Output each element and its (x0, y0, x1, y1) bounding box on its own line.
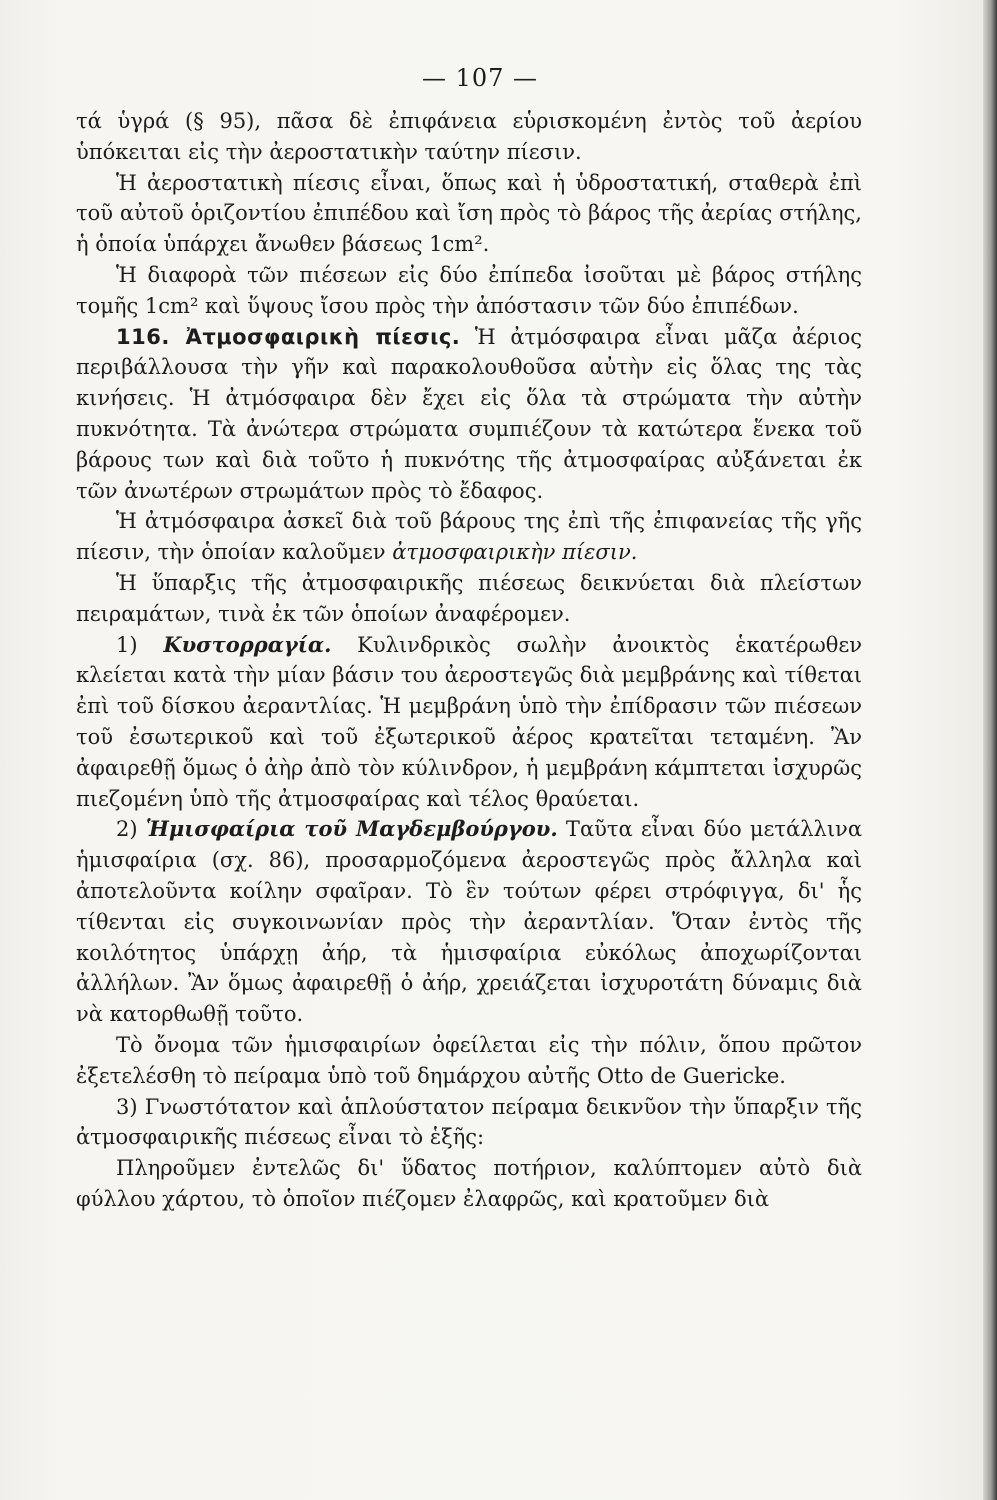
paragraph-5-term: ἀτμοσφαιρικὴν πίεσιν. (392, 540, 638, 565)
paragraph-10: 3) Γνωστότατον καὶ ἁπλούστατον πείραμα δεικνῦον τὴν ὕπαρξιν τῆς ἀτμοσφαιρικῆς πιέσεως εἶναι τὸ ἑξῆς: (76, 1094, 862, 1150)
experiment-1 (76, 630, 862, 815)
experiment-2 (76, 814, 862, 1030)
experiment-1-heading: Κυστορραγία. (163, 631, 332, 657)
body-text (76, 106, 862, 1215)
page-edge-shadow (983, 0, 997, 1500)
paragraph-1: τά ὑγρά (§ 95), πᾶσα δὲ ἐπιφάνεια εὑρισκομένη ἐντὸς τοῦ ἀερίου ὑπόκειται εἰς τὴν ἀεροστατικὴν ταύτην πίεσιν. (76, 109, 862, 164)
experiment-1-text: Κυλινδρικὸς σωλὴν ἀνοικτὸς ἑκατέρωθεν κλείεται κατὰ τὴν μίαν βάσιν του ἀεροστεγῶς διὰ μεμβράνης καὶ τίθεται ἐπὶ τοῦ δίσκου ἀεραντλίας. Ἡ μεμβράνη ὑπὸ τὴν ἐπίδρασιν τῶν πιέσεων τοῦ ἐσωτερικοῦ καὶ τοῦ ἐξωτερικοῦ ἀέρος κρατεῖται τεταμένη. Ἂν ἀφαιρεθῇ ὅμως ὁ ἀὴρ ἀπὸ τὸν κύλινδρον, ἡ μεμβράνη κάμπτεται ἰσχυρῶς πιεζομένη ὑπὸ τῆς ἀτμοσφαίρας καὶ τέλος θραύεται. (76, 632, 863, 811)
experiment-1-number: 1) (116, 632, 164, 657)
paragraph-11: Πληροῦμεν ἐντελῶς δι' ὕδατος ποτήριον, καλύπτομεν αὐτὸ διὰ φύλλου χάρτου, τὸ ὁποῖον πιέζομεν ἐλαφρῶς, καὶ κρατοῦμεν διὰ (76, 1156, 862, 1211)
paragraph-3: Ἡ διαφορὰ τῶν πιέσεων εἰς δύο ἐπίπεδα ἰσοῦται μὲ βάρος στήλης τομῆς 1cm² καὶ ὕψους ἴσου πρὸς τὴν ἀπόστασιν τῶν δύο ἐπιπέδων. (76, 262, 862, 318)
page-number: — 107 — (421, 64, 539, 92)
paragraph-5-text: Ἡ ἀτμόσφαιρα ἀσκεῖ διὰ τοῦ βάρους της ἐπὶ τῆς ἐπιφανείας τῆς γῆς πίεσιν, τὴν ὁποίαν καλοῦμεν (76, 509, 862, 565)
section-116-heading: 116. Ἀτμοσφαιρικὴ πίεσις. (116, 324, 461, 349)
paragraph-5 (76, 506, 862, 568)
paragraph-6: Ἡ ὕπαρξις τῆς ἀτμοσφαιρικῆς πιέσεως δεικνύεται διὰ πλείστων πειραμάτων, τινὰ ἐκ τῶν ὁποίων ἀναφέρομεν. (76, 570, 862, 626)
experiment-2-heading: Ἡμισφαίρια τοῦ Μαγδεμβούργου. (145, 816, 558, 842)
paragraph-2: Ἡ ἀεροστατικὴ πίεσις εἶναι, ὅπως καὶ ἡ ὑδροστατική, σταθερὰ ἐπὶ τοῦ αὐτοῦ ὁριζοντίου ἐπιπέδου καὶ ἴση πρὸς τὸ βάρος τῆς ἀερίας στήλης, ἡ ὁποία ὑπάρχει ἄνωθεν βάσεως 1cm². (76, 170, 862, 257)
paragraph-9: Τὸ ὄνομα τῶν ἡμισφαιρίων ὀφείλεται εἰς τὴν πόλιν, ὅπου πρῶτον ἐξετελέσθη τὸ πείραμα ὑπὸ τοῦ δημάρχου αὐτῆς Otto de Guericke. (76, 1032, 862, 1088)
experiment-2-number: 2) (116, 817, 146, 842)
section-116 (76, 322, 862, 507)
experiment-2-text: Ταῦτα εἶναι δύο μετάλλινα ἡμισφαίρια (σχ. 86), προσαρμοζόμενα ἀεροστεγῶς πρὸς ἄλληλα καὶ ἀποτελοῦντα κοίλην σφαῖραν. Τὸ ἓν τούτων φέρει στρόφιγγα, δι' ἧς τίθενται εἰς συγκοινωνίαν πρὸς τὴν ἀεραντλίαν. Ὅταν ἐντὸς τῆς κοιλότητος ὑπάρχῃ ἀήρ, τὰ ἡμισφαίρια εὐκόλως ἀποχωρίζονται ἀλλήλων. Ἂν ὅμως ἀφαιρεθῇ ὁ ἀήρ, χρειάζεται ἰσχυροτάτη δύναμις διὰ νὰ κατορθωθῇ τοῦτο. (76, 817, 863, 1027)
section-116-text: Ἡ ἀτμόσφαιρα εἶναι μᾶζα ἀέριος περιβάλλουσα τὴν γῆν καὶ παρακολουθοῦσα αὐτὴν εἰς ὅλας της τὰς κινήσεις. Ἡ ἀτμόσφαιρα δὲν ἔχει εἰς ὅλα τὰ στρώματα τὴν αὐτὴν πυκνότητα. Τὰ ἀνώτερα στρώματα συμπιέζουν τὰ κατώτερα ἕνεκα τοῦ βάρους των καὶ διὰ τοῦτο ἡ πυκνότης τῆς ἀτμοσφαίρας αὐξάνεται ἐκ τῶν ἀνωτέρων στρωμάτων πρὸς τὸ ἔδαφος. (76, 324, 862, 503)
